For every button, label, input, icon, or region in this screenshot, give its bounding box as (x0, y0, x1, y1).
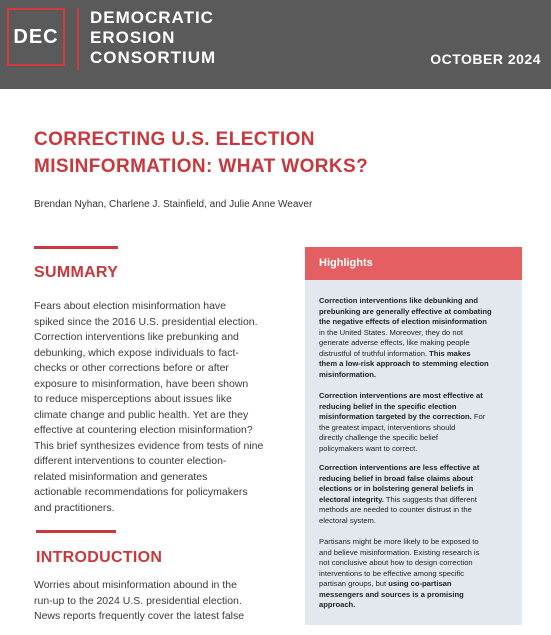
highlight-line: directly challenge the specific belief (319, 433, 439, 442)
text-line: spiked since the 2016 U.S. presidential election. (34, 315, 258, 328)
highlight-line: partisan groups, but using co-partisan (319, 579, 452, 588)
text-line: This brief synthesizes evidence from tests of nine (34, 439, 264, 452)
highlight-line: the negative effects of election misinformation (319, 317, 487, 326)
text-line: effective at countering election misinformation? (34, 424, 253, 436)
highlight-line: prebunking are generally effective at combating (319, 306, 492, 316)
text-line: climate change and public health. Yet are they (34, 408, 249, 421)
title-line: CORRECTING U.S. ELECTION (34, 129, 315, 150)
highlight-line: elections or in bolstering general beliefs in (319, 484, 474, 493)
publication-date: OCTOBER 2024 (430, 51, 541, 67)
highlight-line: the greatest impact, interventions should (319, 422, 456, 432)
org-name-line: EROSION (90, 28, 176, 47)
highlight-line: misinformation targeted by the correction. For (319, 412, 486, 421)
highlight-line: Correction interventions are less effective at (319, 463, 480, 472)
introduction-rule (36, 530, 116, 533)
text-line: exposure to misinformation, have been shown (34, 377, 249, 390)
text-line: run-up to the 2024 U.S. presidential election. (34, 594, 242, 607)
highlight-line: Correction interventions are most effective at (319, 391, 483, 400)
org-name-line: DEMOCRATIC (90, 8, 214, 27)
authors: Brendan Nyhan, Charlene J. Stainfield, and Julie Anne Weaver (34, 199, 313, 210)
highlight-line: reducing belief in the specific election (319, 401, 457, 411)
text-line: Fears about election misinformation have (34, 300, 227, 312)
highlights-heading: Highlights (305, 247, 522, 280)
summary-heading: SUMMARY (34, 264, 119, 281)
summary-text (34, 299, 280, 516)
document-title (34, 126, 454, 180)
highlight-line: electoral system. (319, 515, 376, 525)
highlight-line: generate adverse effects, like making people (319, 338, 470, 347)
highlight-line: and believe misinformation. Existing research is (319, 547, 480, 557)
text-line: checks or other corrections before or after (34, 362, 229, 374)
text-line: debunking, which expose individuals to fact- (34, 346, 239, 359)
highlight-item (319, 537, 515, 611)
text-line: different interventions to counter election- (34, 455, 227, 467)
header-bar (0, 0, 551, 89)
highlight-line: misinformation. (319, 369, 376, 379)
highlight-line: Partisans might be more likely to be exposed to (319, 537, 479, 546)
dec-logo (7, 8, 65, 66)
text-line: actionable recommendations for policymakers (34, 486, 248, 498)
highlight-line: them a low-risk approach to stemming election (319, 359, 489, 368)
summary-rule (34, 246, 118, 249)
highlight-line: electoral integrity. This suggests that different (319, 494, 477, 504)
text-line: News reports frequently cover the latest false (34, 610, 245, 622)
highlight-line: reducing belief in broad false claims about (319, 473, 474, 483)
highlight-item (319, 391, 515, 454)
title-line: MISINFORMATION: WHAT WORKS? (34, 156, 369, 177)
text-line: Worries about misinformation abound in the (34, 579, 237, 591)
org-name (90, 8, 216, 68)
highlight-item (319, 296, 515, 380)
logo-text: DEC (13, 25, 59, 48)
highlight-line: methods are needed to counter distrust in the (319, 505, 472, 514)
highlight-line: approach. (319, 600, 356, 609)
logo-divider (77, 8, 79, 70)
highlight-line: messengers and sources is a promising (319, 589, 464, 599)
introduction-heading: INTRODUCTION (36, 549, 163, 566)
highlight-line: Correction interventions like debunking and (319, 296, 479, 305)
highlight-line: not conclusive about how to design correction (319, 558, 473, 567)
highlight-line: interventions to be effective among specific (319, 568, 465, 578)
org-name-line: CONSORTIUM (90, 48, 217, 67)
highlight-line: distrustful of truthful information. This makes (319, 348, 471, 358)
highlight-item (319, 463, 515, 526)
highlight-line: policymakers want to correct. (319, 443, 418, 453)
introduction-text (34, 578, 280, 625)
highlight-line: in the United States. Moreover, they do not (319, 327, 463, 337)
text-line: to reduce misperceptions about issues like (34, 393, 232, 405)
text-line: related misinformation and generates (34, 470, 208, 483)
text-line: and practitioners. (34, 501, 115, 514)
text-line: Correction interventions like prebunking and (34, 331, 239, 343)
